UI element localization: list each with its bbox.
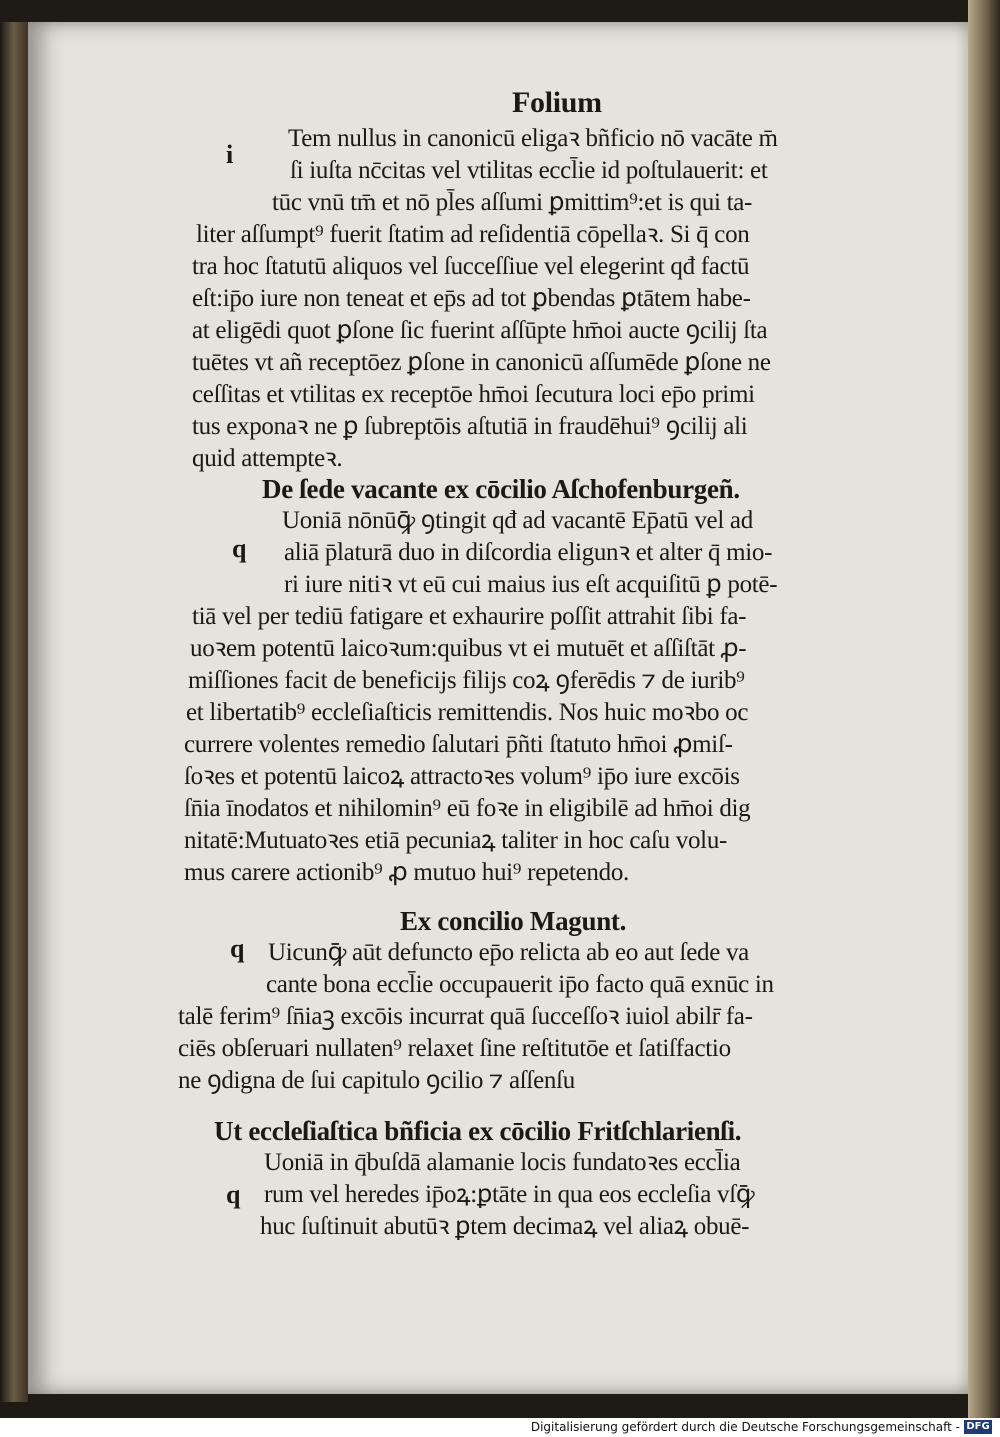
- text-line: Uoniā in q̄buſdā alamanie locis fundatoꝛes eccl̄ia: [264, 1149, 741, 1176]
- text-line: Uoniā nōnūꝙ̄ ꝯtingit qđ ad vacantē Ep̄atū vel ad: [282, 507, 753, 534]
- margin-letter: i: [226, 140, 233, 169]
- text-line: currere volentes remedio ſalutari p̄ñti ſtatuto hm̄oi ꝓmiſ‑: [184, 731, 733, 758]
- text-line: ſi iuſta nc̄citas vel vtilitas eccl̄ie id poſtulauerit: et: [290, 157, 768, 184]
- text-line: ceſſitas et vtilitas ex receptōe hm̄oi ſecutura loci ep̄o primi: [192, 381, 755, 408]
- text-line: quid attempteꝛ.: [192, 445, 343, 472]
- text-line: at eligēdi quot ꝑſone ſic fuerint aſſūpte hm̄oi aucte ꝯcilij ſta: [192, 317, 768, 344]
- text-line: Uicunꝙ̄ aūt defuncto ep̄o relicta ab eo aut ſede va: [268, 939, 749, 966]
- text-line: mus carere actionib⁹ ꝓ mutuo hui⁹ repetendo.: [184, 859, 629, 886]
- text-line: ne ꝯdigna de ſui capitulo ꝯcilio ⁊ aſſenſu: [178, 1067, 575, 1094]
- section-heading: Ex concilio Magunt.: [400, 906, 627, 936]
- funding-credit: Digitalisierung gefördert durch die Deutsche Forschungsgemeinschaft -: [530, 1420, 960, 1434]
- text-line: tra hoc ſtatutū aliquos vel ſucceſſiue vel elegerint qđ factū: [192, 253, 750, 280]
- text-line: Tem nullus in canonicū eligaꝛ bñficio nō vacāte m̄: [288, 125, 778, 152]
- text-line: et libertatib⁹ eccleſiaſticis remittendis. Nos huic moꝛbo oc: [186, 699, 749, 726]
- text-line: rum vel heredes ip̄oꝝ:ꝑtāte in qua eos eccleſia vſꝙ̄: [264, 1181, 755, 1208]
- text-line: tuētes vt añ receptōez ꝑſone in canonicū aſſumēde ꝑſone ne: [192, 349, 771, 376]
- text-line: talē ferim⁹ ſn̄iaꝫ excōis incurrat quā ſucceſſoꝛ iuiol abilr̄ fa‑: [178, 1003, 753, 1030]
- text-line: huc ſuſtinuit abutūꝛ ꝑtem decimaꝝ vel aliaꝝ obuē‑: [260, 1213, 750, 1240]
- text-line: cante bona eccl̄ie occupauerit ip̄o facto quā exnūc in: [266, 971, 774, 998]
- footer-bar: [0, 1418, 1000, 1437]
- text-line: nitatē:Mutuatoꝛes etiā pecuniaꝝ taliter in hoc caſu volu‑: [184, 827, 728, 854]
- text-line: tiā vel per tediū fatigare et exhaurire poſſit attrahit ſibi fa‑: [192, 603, 747, 630]
- text-line: ſoꝛes et potentū laicoꝝ attractoꝛes volum⁹ ip̄o iure excōis: [184, 763, 740, 790]
- book-edge-left: [2, 22, 28, 1402]
- text-line: tūc vnū tm̄ et nō pl̄es aſſumi ꝑmittim⁹:et is qui ta‑: [272, 189, 753, 216]
- text-line: uoꝛem potentū laicoꝛum:quibus vt ei mutuēt et aſſiſtāt ꝓ‑: [190, 635, 747, 662]
- margin-letter: q: [230, 934, 245, 963]
- book-edge-right: [968, 0, 1000, 1418]
- text-line: ri iure nitiꝛ vt eū cui maius ius eſt acquiſitū ꝑ potē‑: [284, 571, 778, 598]
- margin-letter: q: [232, 534, 247, 563]
- text-line: ſn̄ia īnodatos et nihilomin⁹ eū foꝛe in eligibilē ad hm̄oi dig: [184, 795, 751, 822]
- section-heading: De ſede vacante ex cōcilio Aſchofenburgeñ.: [262, 474, 740, 504]
- text-line: aliā p̄laturā duo in diſcordia eligunꝛ et alter q̄ mio‑: [284, 539, 773, 566]
- section-heading: Ut eccleſiaſtica bñficia ex cōcilio Fritſchlarienſi.: [214, 1116, 742, 1146]
- page-text: [28, 22, 968, 1394]
- text-line: eſt:ip̄o iure non teneat et ep̄s ad tot ꝑbendas ꝑtātem habe‑: [192, 285, 751, 312]
- book-page: [28, 22, 968, 1394]
- dfg-logo-icon: DFG: [964, 1420, 992, 1434]
- running-head: Folium: [512, 86, 602, 119]
- text-line: ciēs obſeruari nullaten⁹ relaxet ſine reſtitutōe et ſatiſfactio: [178, 1035, 731, 1062]
- text-line: miſſiones facit de beneficijs filijs coꝝ ꝯferēdis ⁊ de iurib⁹: [188, 667, 745, 694]
- text-line: tus exponaꝛ ne ꝑ ſubreptōis aſtutiā in fraudēhui⁹ ꝯcilij ali: [192, 413, 748, 440]
- text-line: liter aſſumpt⁹ fuerit ſtatim ad reſidentiā cōpellaꝛ. Si q̄ con: [196, 221, 750, 248]
- margin-letter: q: [226, 1180, 241, 1209]
